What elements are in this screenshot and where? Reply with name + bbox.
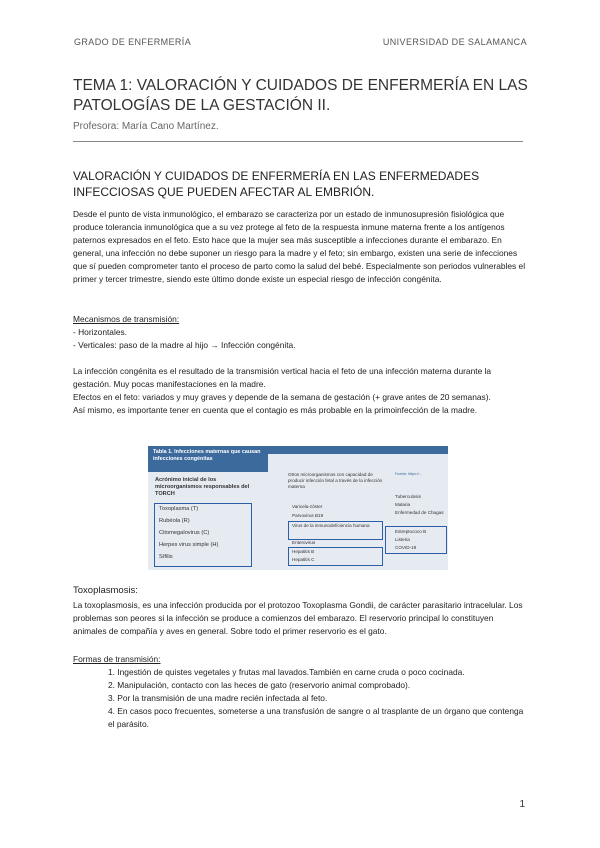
other-infection: COVID-19 — [395, 545, 417, 550]
torch-item: Toxoplasma (T) — [159, 506, 199, 512]
torch-heading: Acrónimo inicial de los microorganismos responsables del TORCH — [155, 477, 250, 497]
toxoplasmosis-paragraph: La toxoplasmosis, es una infección producida por el protozoo Toxoplasma Gondii, de carácter parasitario intracelular. Los problemas son peores si la infección se produce a comienzos del embarazo. El reservorio principal lo constituyen animales de compañía y aves en general. Sobre todo el primer reservorio es el gato. — [73, 600, 523, 636]
congenital-block — [73, 365, 528, 417]
transmission-forms-heading: Formas de transmisión: — [73, 654, 161, 664]
toxoplasmosis-title: Toxoplasmosis: — [73, 585, 138, 596]
torch-item: Rubéola (R) — [159, 518, 190, 524]
other-item: Enterovirus — [292, 540, 316, 545]
other-infection: Tuberculosis — [395, 494, 421, 499]
header-left: GRADO DE ENFERMERÍA — [74, 37, 192, 47]
table-source-note: Fuente: https://... — [395, 472, 422, 476]
other-item: Virus de la inmunodeficiencia humana — [292, 523, 370, 528]
list-item: 4. En casos poco frecuentes, someterse a una transfusión de sangre o al trasplante de un órgano que contenga el parásito. — [108, 706, 524, 729]
mechanisms-block — [73, 313, 528, 352]
list-item: 2. Manipulación, contacto con las heces de gato (reservorio animal comprobado). — [108, 680, 411, 690]
other-item: Varicela-zóster — [292, 504, 323, 509]
other-infection: Malaria — [395, 502, 411, 507]
professor-line: Profesora: María Cano Martínez. — [73, 121, 219, 132]
other-infection: Estreptococo B — [395, 529, 427, 534]
mechanisms-heading: Mecanismos de transmisión: — [73, 314, 180, 324]
other-infection: Enfermedad de Chagas — [395, 510, 444, 515]
table-caption: Tabla 1. Infecciones maternas que causan infecciones congénitas — [148, 446, 268, 472]
intro-paragraph: Desde el punto de vista inmunológico, el embarazo se caracteriza por un estado de inmunosupresión fisiológica que produce tolerancia inmunológica que a su vez protege al feto de la respuesta inmune materna frente a los antígenos paternos expresados en el feto. Esto hace que la mujer sea más susceptible a infecciones durante el embarazo. En general, una infección no debe suponer un riesgo para la madre y el feto; sin embargo, existen una serie de infecciones que sí pueden comprometer tanto el proceso de parto como la salud del bebé. Especialmente son periodos vulnerables el primer y tercer trimestre, siendo este último donde existe un especial riesgo de infección congénita. — [73, 209, 526, 284]
torch-box — [154, 503, 252, 567]
page-number: 1 — [519, 799, 525, 810]
transmission-forms-list — [108, 666, 528, 731]
congenital-line-3: Así mismo, es importante tener en cuenta que el contagio es más probable en la primoinfección de la madre. — [73, 405, 478, 415]
congenital-line-1: La infección congénita es el resultado de la transmisión vertical hacia el feto de una infección materna durante la gestación. Muy pocas manifestaciones en la madre. — [73, 366, 492, 389]
other-item: Hepatitis C — [292, 557, 315, 562]
torch-item: Herpes virus simple (H) — [159, 542, 219, 548]
infections-table-figure — [148, 446, 448, 570]
torch-item: Sífilis — [159, 554, 173, 560]
other-item: Hepatitis B — [292, 549, 315, 554]
table-header-bar — [268, 446, 448, 454]
other-infection: Listeria — [395, 537, 410, 542]
list-item: 3. Por la transmisión de una madre recién infectada al feto. — [108, 693, 328, 703]
mechanism-horizontal: - Horizontales. — [73, 327, 127, 337]
torch-item: Citomegalovirus (C) — [159, 530, 210, 536]
header-right: UNIVERSIDAD DE SALAMANCA — [382, 37, 527, 47]
other-microorganisms-heading: Otros microorganismos con capacidad de producir infección fetal a través de la infección materna — [288, 472, 383, 489]
congenital-line-2: Efectos en el feto: variados y muy graves y depende de la semana de gestación (+ grave antes de 20 semanas). — [73, 392, 491, 402]
section-title: VALORACIÓN Y CUIDADOS DE ENFERMERÍA EN LAS ENFERMEDADES INFECCIOSAS QUE PUEDEN AFECTAR AL EMBRIÓN. — [73, 169, 480, 199]
title-divider — [73, 141, 523, 142]
mechanism-vertical: - Verticales: paso de la madre al hijo → Infección congénita. — [73, 340, 296, 350]
page-title: TEMA 1: VALORACIÓN Y CUIDADOS DE ENFERMERÍA EN LAS PATOLOGÍAS DE LA GESTACIÓN II. — [73, 77, 528, 114]
list-item: 1. Ingestión de quistes vegetales y frutas mal lavados.También en carne cruda o poco cocinada. — [108, 667, 465, 677]
other-item: Parvovirus B19 — [292, 513, 324, 518]
